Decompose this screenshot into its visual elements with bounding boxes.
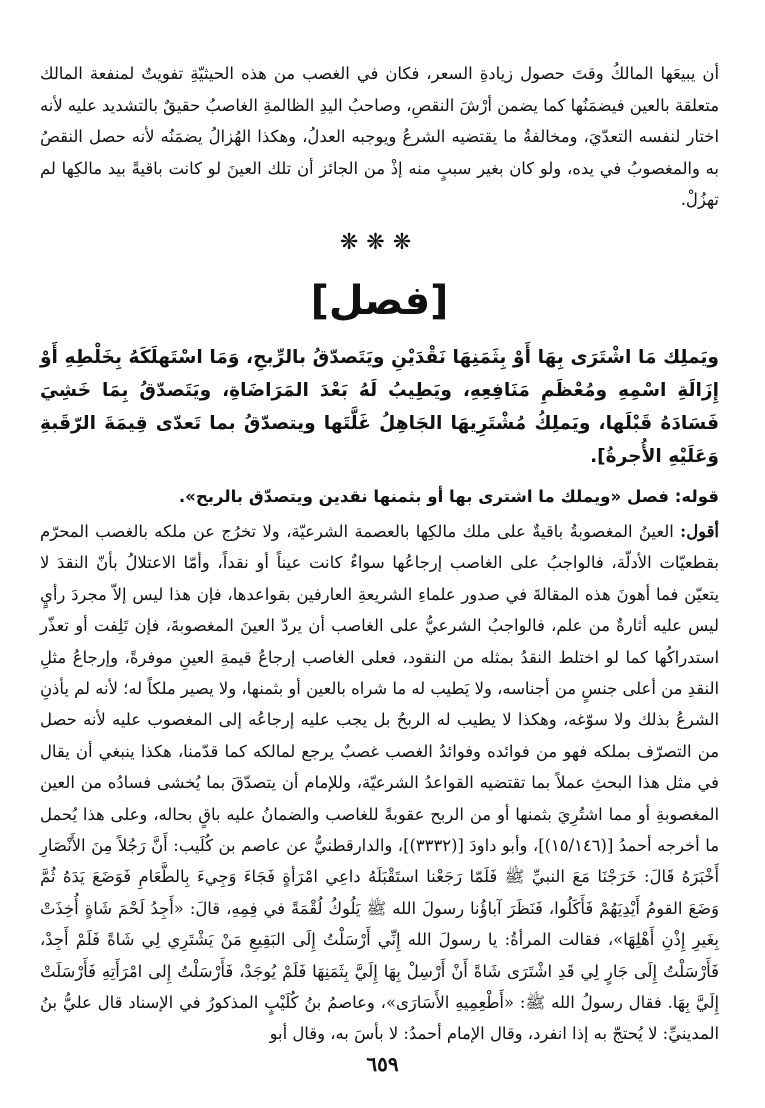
aqool-text: العينُ المغصوبةُ باقيةٌ على ملك مالكِها بالعصمة الشرعيّة، ولا تخرُج عن ملكه بالغصب المحرّم بقطعيّات الأدلّة، فالواجبُ على الغاصب إرجاعُها سواءٌ كانت عيناً أو نقداً، وأمّا الاعتلالُ بأنّ النقدَ لا يتعيّن فما أهونَ هذه المقالةَ في صدور علماءِ الشريعةِ العارفين بقواعدها، فإن هذا ليس إلاّ مجردَ رأيٍ ليس عليه أثارةٌ من علم، فالواجبُ الشرعيُّ على الغاصب أن يردّ العينَ المغصوبةَ، فإن تَلِفت أو تعذّر استدراكُها كما لو اختلط النقدُ بمثله من النقود، فعلى الغاصب إرجاعُ قيمةِ العينِ موفرةً، وإرجاعُ مثلِ النقدِ من أعلى جنسٍ من أجناسه، ولا يَطيب له ما شراه بالعين أو بثمنها، ولا يصير ملكاً له؛ لأنه لم يأذنِ الشرعُ بذلك ولا سوّغه، وهكذا لا يطيب له الربحُ بل يجب عليه إرجاعُه إلى المغصوب عليه لأنه حصل من التصرّف بملكه فهو من فوائده وفوائدُ الغصب غصبٌ يرجع لمالكه كما قدّمنا، هكذا ينبغي أن يقال في مثل هذا البحثِ عملاً بما تقتضيه القواعدُ الشرعيّة، وللإمام أن يتصدّقَ بما يُخشى فسادُه من العين المغصوبةِ أو مما اشتُرِيَ بثمنها أو من الربح عقوبةً للغاصب والضمانُ عليه باقٍ بحاله، وعلى هذا يُحمل ما أخرجه أحمدُ [(١٥/١٤٦)]، وأبو داودَ [(٣٣٣٢)]، والدارقطنيُّ عن عاصم بن كُلَيب: أَنَّ رَجُلاً مِنَ الأَنْصَارِ أَخْبَرَهُ قَالَ: خَرَجْنَا مَعَ النبيِّ ﷺ فَلَمّا رَجَعْنا استَقْبَلَهُ داعِي امْرَأةٍ فَجَاءَ وَجِيءَ بِالطَّعَامِ فَوَضَعَ يَدَهُ ثُمَّ وَضَعَ القومُ أَيْدِيَهُمْ فَأَكَلُوا، فَنَظَرَ آباؤُنا رسولَ الله ﷺ يَلُوكُ لُقْمَةً في فِمِهِ، قالَ: «أَجِدُ لَحْمَ شَاةٍ أُخِذَتْ بِغَيرِ إِذْنِ أَهْلِهَا»، فقالت المرأةُ: يا رسولَ الله إِنِّي أَرْسَلْتُ إِلَى البَقِيعِ مَنْ يَشْتَرِي لِي شَاةً فَلَمْ أَجِدْ، فَأَرْسَلْتُ إِلَى جَارٍ لِي قَدِ اشْتَرَى شَاةً أَنْ أَرْسِلْ بِهَا إِلَيَّ بِثَمَنِهَا فَلَمْ يُوجَدْ، فَأَرْسَلْتُ إِلى امْرَأَتِهِ فَأَرْسَلَتْ إِلَيَّ بِهَا. فقال رسولُ الله ﷺ: «أَطْعِمِيهِ الأَسَارَى»، وعاصمُ بنُ كُلَيْبٍ المذكورُ في الإسناد قال عليُّ بنُ المدينيِّ: لا يُحتجّ به إذا انفرد، وقال الإمام أحمدُ: لا بأسَ به، وقال أبو bbox=[40, 521, 719, 1044]
section-title: [فصل] bbox=[310, 277, 449, 324]
aqool-label: أقول: bbox=[680, 521, 719, 541]
intro-paragraph: أن يبيعَها المالكُ وقتَ حصول زيادةِ السعر، فكان في الغصب من هذه الحيثيّةِ تفويتٌ لمنفعة المالك متعلقة بالعين فيضمَنُها كما يضمن أرْشَ النقصِ، وصاحبُ اليدِ الظالمةِ الغاصبُ حقيقٌ بالتشديد عليه لأنه اختار لنفسه التعدّيَ، ومخالفةُ ما يقتضيه الشرعُ ويوجبه العدلُ، وهكذا الهُزالُ يضمَنُه لأنه حصل النقصُ به والمغصوبُ في يده، ولو كان بغير سببٍ منه إذْ من الجائز أن تلك العينَ لو كانت باقيةً بيد مالكِها لم تهزُلْ. bbox=[40, 64, 719, 210]
matn-text: ويَملِك مَا اشْتَرَى بِهَا أَوْ بِثَمَنِهَا نَقْدَيْنِ ويَتَصدّقُ بالرِّبحِ، وَمَا اسْتَهلَكَهُ بِخَلْطِهِ أَوْ إِزَالَةِ اسْمِهِ ومُعْظَمِ مَنَافِعِهِ، ويَطِيبُ لَهُ بَعْدَ المَرَاضَاةِ، ويَتَصدّقُ بِمَا خَشِيَ فَسَادَهُ قَبْلَها، ويَملِكُ مُشْتَرِيهَا الجَاهِلُ غَلَّتَها ويتصدّقُ بما تَعدّى قِيمَةَ الرّقَبةِ وَعَلَيْهِ الأُجرةُ]. bbox=[40, 346, 719, 467]
qawl-line: قوله: فصل «ويملك ما اشترى بها أو بثمنها نقدين ويتصدّق بالربح». bbox=[178, 486, 719, 506]
section-heading bbox=[40, 275, 719, 327]
section-separator: ❋❋❋ bbox=[339, 229, 420, 255]
page-number: ٦٥٩ bbox=[366, 1052, 399, 1076]
commentary-paragraph bbox=[40, 516, 719, 1050]
